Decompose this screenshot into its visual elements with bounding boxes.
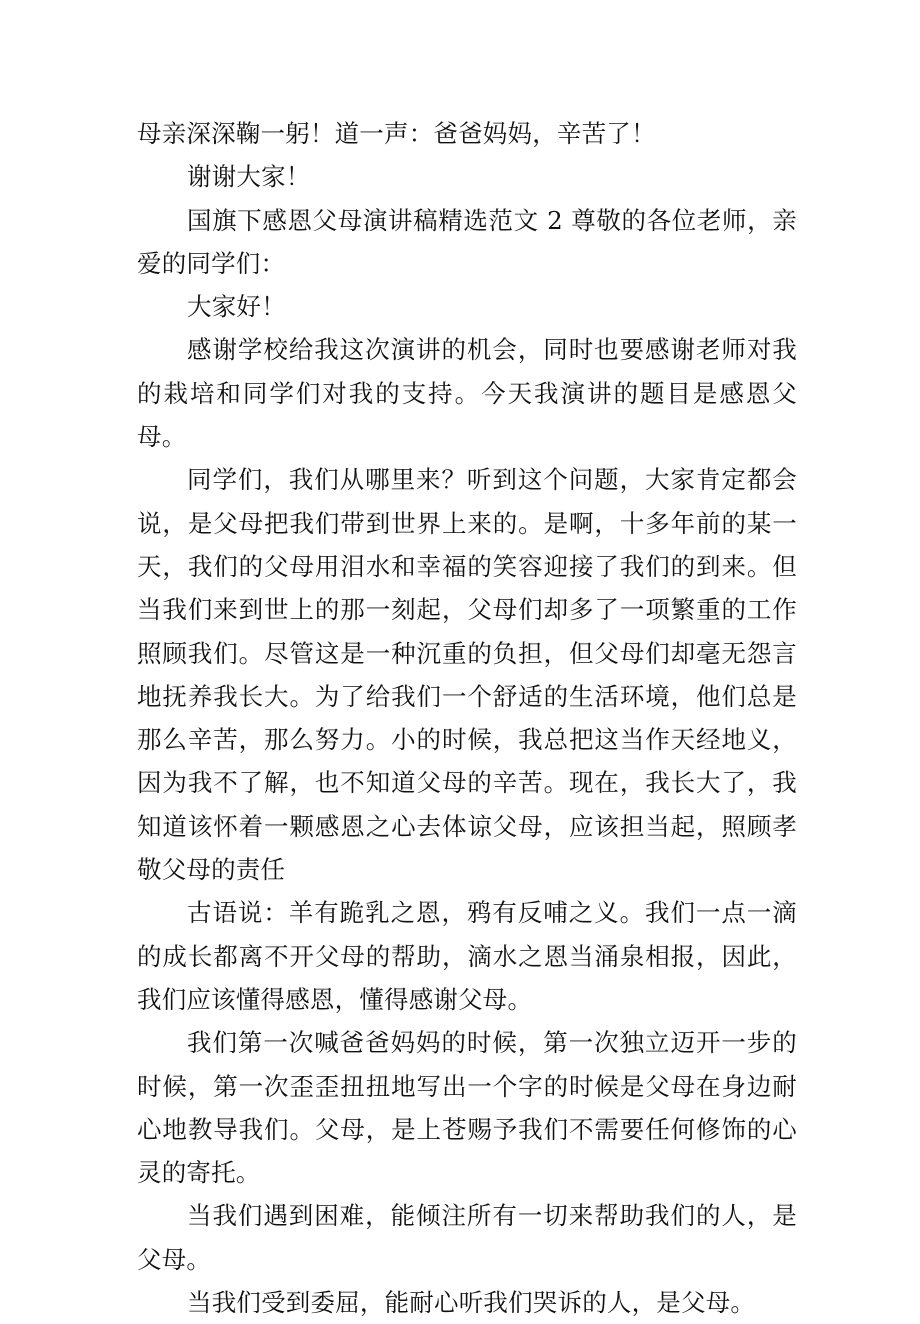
paragraph: 古语说：羊有跪乳之恩，鸦有反哺之义。我们一点一滴的成长都离不开父母的帮助，滴水之恩当涌泉相报，因此，我们应该懂得感恩，懂得感谢父母。 [137, 898, 797, 1014]
paragraph: 母亲深深鞠一躬！道一声：爸爸妈妈，辛苦了！ [137, 119, 656, 148]
paragraph: 感谢学校给我这次演讲的机会，同时也要感谢老师对我的栽培和同学们对我的支持。今天我演讲的题目是感恩父母。 [137, 335, 797, 452]
document-body [137, 112, 797, 1324]
paragraph: 我们第一次喊爸爸妈妈的时候，第一次独立迈开一步的时候，第一次歪歪扭扭地写出一个字的时候是父母在身边耐心地教导我们。父母，是上苍赐予我们不需要任何修饰的心灵的寄托。 [137, 1028, 797, 1188]
paragraph: 当我们遇到困难，能倾注所有一切来帮助我们的人，是父母。 [137, 1201, 797, 1274]
paragraph: 谢谢大家！ [187, 162, 311, 192]
paragraph: 当我们受到委屈，能耐心听我们哭诉的人，是父母。 [187, 1288, 756, 1318]
paragraph: 同学们，我们从哪里来？听到这个问题，大家肯定都会说，是父母把我们带到世界上来的。是啊，十多年前的某一天，我们的父母用泪水和幸福的笑容迎接了我们的到来。但当我们来到世上的那一刻起，父母们却多了一项繁重的工作照顾我们。尽管这是一种沉重的负担，但父母们却毫无怨言地抚养我长大。为了给我们一个舒适的生活环境，他们总是那么辛苦，那么努力。小的时候，我总把这当作天经地义，因为我不了解，也不知道父母的辛苦。现在，我长大了，我知道该怀着一颗感恩之心去体谅父母，应该担当起，照顾孝敬父母的责任 [137, 465, 797, 885]
paragraph: 国旗下感恩父母演讲稿精选范文 2 尊敬的各位老师，亲爱的同学们： [137, 205, 797, 278]
paragraph: 大家好！ [187, 292, 286, 322]
